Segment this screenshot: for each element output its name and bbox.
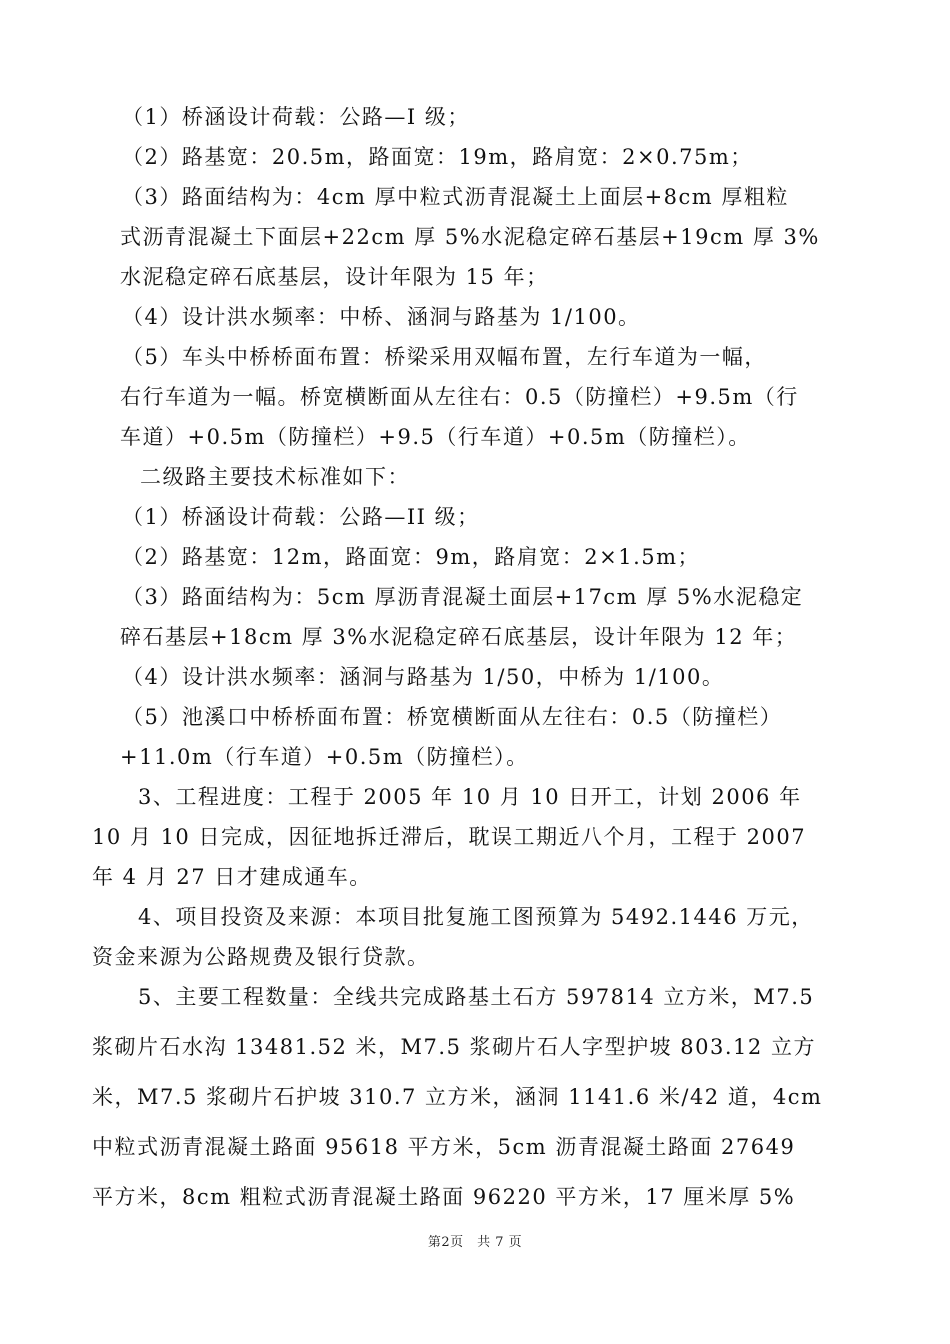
text-line: （1）桥涵设计荷载：公路—I 级； [122, 105, 470, 129]
paragraph-line: 年 4 月 27 日才建成通车。 [92, 865, 372, 889]
section-heading: 二级路主要技术标准如下： [140, 465, 410, 489]
paragraph-line: 3、工程进度：工程于 2005 年 10 月 10 日开工，计划 2006 年 [138, 785, 802, 809]
page-number-footer: 第2页 共 7 页 [427, 1235, 523, 1250]
text-line: 水泥稳定碎石底基层，设计年限为 15 年； [120, 265, 549, 289]
text-line: 式沥青混凝土下面层+22cm 厚 5%水泥稳定碎石基层+19cm 厚 3% [120, 225, 820, 249]
text-line: （4）设计洪水频率：涵洞与路基为 1/50，中桥为 1/100。 [122, 665, 725, 689]
paragraph-line: 10 月 10 日完成，因征地拆迁滞后，耽误工期近八个月，工程于 2007 [92, 825, 807, 849]
text-line: （1）桥涵设计荷载：公路—II 级； [122, 505, 480, 529]
text-line: （4）设计洪水频率：中桥、涵洞与路基为 1/100。 [122, 305, 641, 329]
paragraph-line: 中粒式沥青混凝土路面 95618 平方米，5cm 沥青混凝土路面 27649 [92, 1135, 796, 1159]
paragraph-line: 米，M7.5 浆砌片石护坡 310.7 立方米，涵洞 1141.6 米/42 道，4cm [92, 1085, 823, 1109]
text-line: 右行车道为一幅。桥宽横断面从左往右：0.5（防撞栏）+9.5m（行 [120, 385, 799, 409]
text-line: 碎石基层+18cm 厚 3%水泥稳定碎石底基层，设计年限为 12 年； [120, 625, 798, 649]
text-line: （5）车头中桥桥面布置：桥梁采用双幅布置，左行车道为一幅， [122, 345, 767, 369]
paragraph-line: 资金来源为公路规费及银行贷款。 [92, 945, 430, 969]
paragraph-line: 平方米，8cm 粗粒式沥青混凝土路面 96220 平方米，17 厘米厚 5% [92, 1185, 796, 1209]
paragraph-line: 浆砌片石水沟 13481.52 米，M7.5 浆砌片石人字型护坡 803.12 立方 [92, 1035, 816, 1059]
text-line: （3）路面结构为：4cm 厚中粒式沥青混凝土上面层+8cm 厚粗粒 [122, 185, 789, 209]
text-line: （2）路基宽：12m，路面宽：9m，路肩宽：2×1.5m； [122, 545, 701, 569]
text-line: +11.0m（行车道）+0.5m（防撞栏）。 [120, 745, 529, 769]
text-line: （5）池溪口中桥桥面布置：桥宽横断面从左往右：0.5（防撞栏） [122, 705, 783, 729]
paragraph-line: 4、项目投资及来源：本项目批复施工图预算为 5492.1446 万元， [138, 905, 814, 929]
text-line: 车道）+0.5m（防撞栏）+9.5（行车道）+0.5m（防撞栏）。 [120, 425, 751, 449]
paragraph-line: 5、主要工程数量：全线共完成路基土石方 597814 立方米，M7.5 [138, 985, 815, 1009]
text-line: （2）路基宽：20.5m，路面宽：19m，路肩宽：2×0.75m； [122, 145, 753, 169]
text-line: （3）路面结构为：5cm 厚沥青混凝土面层+17cm 厚 5%水泥稳定 [122, 585, 804, 609]
